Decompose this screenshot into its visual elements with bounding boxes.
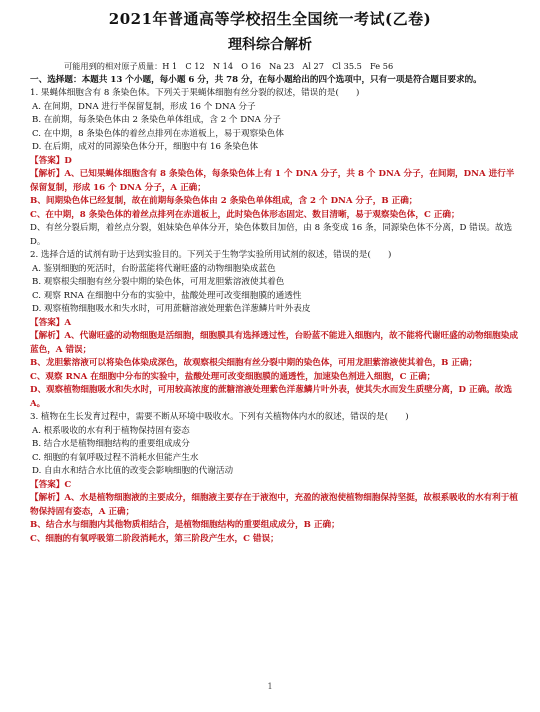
q3-option-d: D. 自由水和结合水比值的改变会影响细胞的代谢活动 [32,466,234,476]
page-number: 1 [267,682,273,691]
q1-option-a: A. 在间期，DNA 进行半保留复制，形成 16 个 DNA 分子 [32,101,256,112]
q2-option-c: C. 观察 RNA 在细胞中分布的实验中，盐酸处理可改变细胞膜的通透性 [32,290,302,301]
q1-option-b: B. 在前期，每条染色体由 2 条染色单体组成，含 2 个 DNA 分子 [32,115,281,125]
page-title: 2021年普通高等学校招生全国统一考试(乙卷) [108,10,432,28]
q2-explanation-d: D、观察植物细胞吸水和失水时，可用较高浓度的蔗糖溶液处理紫色洋葱鳞片叶外表，使其失水而发生质壁分离，D 正确。故选 A。 [30,385,512,409]
atomic-masses: 可能用到的相对原子质量：H 1 C 12 N 14 O 16 Na 23 Al 27 Cl 35.5 Fe 56 [64,61,394,71]
q2-stem: 2. 选择合适的试剂有助于达到实验目的。下列关于生物学实验所用试剂的叙述，错误的是( ) [30,250,392,260]
q2-answer: 【答案】A [30,317,72,328]
q3-option-c: C. 细胞的有氧呼吸过程不消耗水但能产生水 [32,452,199,463]
q2-explanation-b: B、龙胆紫溶液可以将染色体染成深色，故观察根尖细胞有丝分裂中期的染色体，可用龙胆紫溶液使其着色，B 正确； [30,358,478,368]
q2-option-a: A. 鉴别细胞的死活时，台盼蓝能将代谢旺盛的动物细胞染成蓝色 [32,263,276,274]
q3-explanation-a: 【解析】A、水是植物细胞液的主要成分，细胞液主要存在于液泡中，充盈的液泡使植物细胞保持坚挺，故根系吸收的水有利于植物保持固有姿态，A 正确； [30,493,518,517]
page-subtitle: 理科综合解析 [228,37,312,53]
document-body [30,60,520,546]
q1-explanation-c: C、在中期，8 条染色体的着丝点排列在赤道板上，此时染色体形态固定、数目清晰，易于观察染色体，C 正确； [30,209,460,220]
q3-option-a: A. 根系吸收的水有利于植物保持固有姿态 [32,425,190,436]
q1-option-d: D. 在后期，成对的同源染色体分开，细胞中有 16 条染色体 [32,142,259,152]
q2-explanation-c: C、观察 RNA 在细胞中分布的实验中，盐酸处理可改变细胞膜的通透性，加速染色剂进入细胞，C 正确； [30,371,436,382]
q1-answer: 【答案】D [30,155,72,166]
q1-explanation-a: 【解析】A、已知果蝇体细胞含有 8 条染色体，每条染色体上有 1 个 DNA 分子，共 8 个 DNA 分子，在间期，DNA 进行半保留复制，形成 16 个 DNA 分子，A 正确； [30,169,515,193]
q3-stem: 3. 植物在生长发育过程中，需要不断从环境中吸收水。下列有关植物体内水的叙述，错误的是( ) [30,412,409,422]
q3-answer: 【答案】C [30,479,72,490]
section-heading: 一、选择题：本题共 13 个小题，每小题 6 分，共 78 分，在每小题给出的四个选项中，只有一项是符合题目要求的。 [30,74,482,85]
q2-option-d: D. 观察植物细胞吸水和失水时，可用蔗糖溶液处理紫色洋葱鳞片叶外表皮 [32,304,311,314]
q3-explanation-b: B、结合水与细胞内其他物质相结合，是植物细胞结构的重要组成成分，B 正确； [30,520,340,530]
q2-explanation-a: 【解析】A、代谢旺盛的动物细胞是活细胞，细胞膜具有选择透过性，台盼蓝不能进入细胞内，故不能将代谢旺盛的动物细胞染成蓝色，A 错误； [30,331,518,355]
q1-explanation-b: B、间期染色体已经复制，故在前期每条染色体由 2 条染色单体组成，含 2 个 DNA 分子，B 正确； [30,196,418,206]
q3-option-b: B. 结合水是植物细胞结构的重要组成成分 [32,439,190,449]
q1-stem: 1. 果蝇体细胞含有 8 条染色体。下列关于果蝇体细胞有丝分裂的叙述，错误的是( ) [30,88,360,98]
q1-explanation-d: D、有丝分裂后期，着丝点分裂，姐妹染色单体分开，染色体数目加倍，由 8 条变成 16 条，同源染色体不分离，D 错误。故选 D。 [30,223,513,247]
q1-option-c: C. 在中期，8 条染色体的着丝点排列在赤道板上，易于观察染色体 [32,128,284,139]
q2-option-b: B. 观察根尖细胞有丝分裂中期的染色体，可用龙胆紫溶液使其着色 [32,277,285,287]
q3-explanation-c: C、细胞的有氧呼吸第二阶段消耗水，第三阶段产生水，C 错误； [30,533,279,544]
